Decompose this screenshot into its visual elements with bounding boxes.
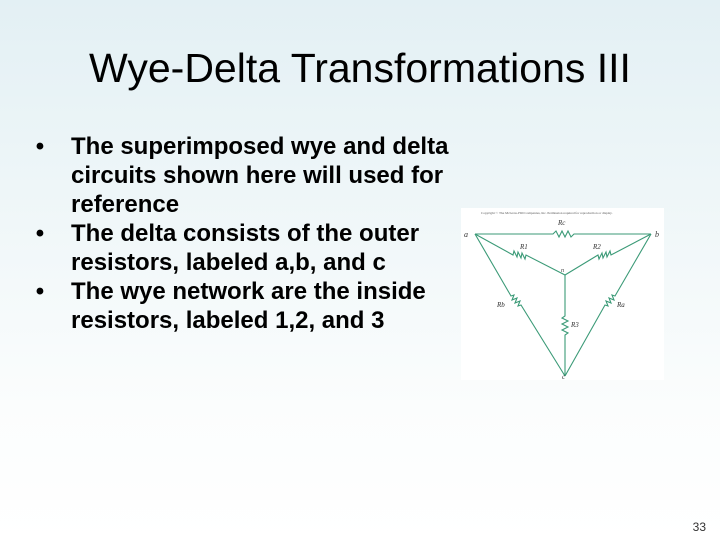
bullet-item (30, 132, 450, 219)
wye-delta-circuit-figure (461, 208, 664, 380)
node-n-label: n (561, 268, 564, 274)
page-number: 33 (692, 520, 706, 534)
resistor-r2-label: R2 (593, 243, 601, 251)
bullet-marker: • (35, 220, 45, 247)
resistor-r3-label: R3 (571, 321, 579, 329)
resistor-ra-label: Ra (617, 301, 625, 309)
node-a-label: a (464, 230, 468, 239)
bullet-text: The delta consists of the outer resistors, labeled a,b, and c (71, 220, 420, 276)
slide-title: Wye-Delta Transformations III (89, 45, 631, 91)
wire-b-n (565, 234, 651, 275)
node-b-label: b (655, 230, 659, 239)
bullet-text: The wye network are the inside resistors, labeled 1,2, and 3 (71, 278, 426, 334)
wire-a-b (475, 231, 651, 237)
resistor-r1-label: R1 (520, 243, 528, 251)
resistor-rb-label: Rb (497, 301, 505, 309)
bullet-marker: • (35, 133, 45, 160)
copyright-notice: Copyright © The McGraw-Hill Companies, Inc. Permission required for reproduction or display. (481, 211, 613, 215)
bullet-list (30, 132, 450, 335)
bullet-marker: • (35, 278, 45, 305)
bullet-text: The superimposed wye and delta circuits shown here will used for reference (71, 133, 449, 218)
bullet-item (30, 219, 450, 277)
resistor-rc-label: Rc (558, 219, 566, 227)
wire-a-n (475, 234, 565, 275)
wire-n-c (562, 275, 568, 376)
circuit-diagram (461, 208, 664, 380)
bullet-item (30, 277, 450, 335)
node-c-label: c (562, 373, 566, 380)
